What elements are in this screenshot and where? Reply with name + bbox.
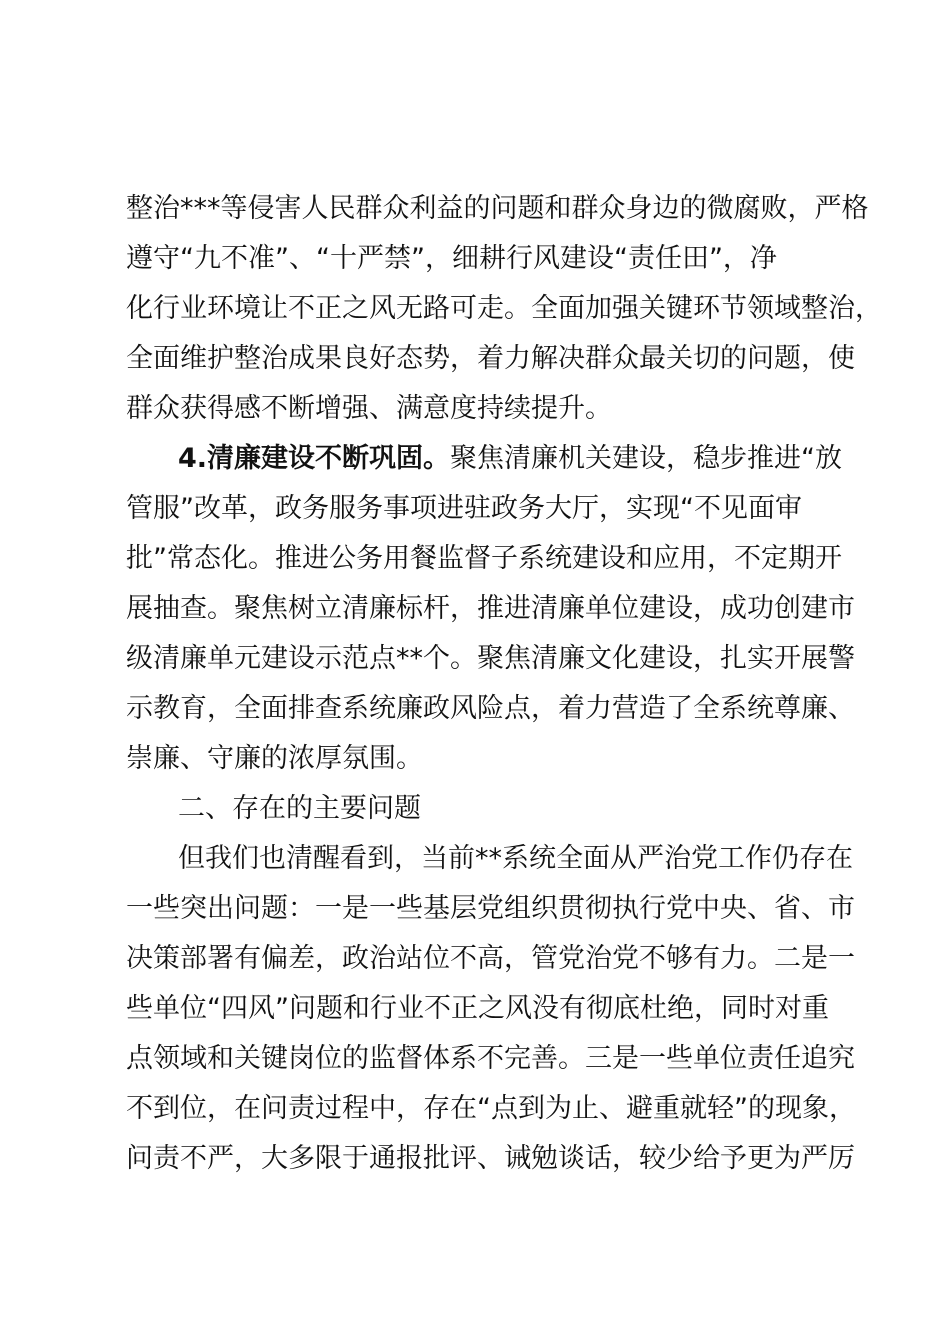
paragraph-3-line-5: 点领域和关键岗位的监督体系不完善。三是一些单位责任追究: [126, 1043, 855, 1074]
paragraph-3-line-4: 些单位“四风”问题和行业不正之风没有彻底杜绝，同时对重: [126, 993, 829, 1024]
paragraph-2-line-6: 示教育，全面排查系统廉政风险点，着力营造了全系统尊廉、: [126, 693, 855, 724]
paragraph-2-first-line: [178, 442, 842, 476]
paragraph-1-line-3: 化行业环境让不正之风无路可走。全面加强关键环节领域整治，: [126, 293, 882, 324]
paragraph-3-line-7: 问责不严，大多限于通报批评、诫勉谈话，较少给予更为严厉: [126, 1143, 855, 1174]
paragraph-2-line-3: 批”常态化。推进公务用餐监督子系统建设和应用，不定期开: [126, 543, 842, 574]
paragraph-3-line-2: 一些突出问题：一是一些基层党组织贯彻执行党中央、省、市: [126, 893, 855, 924]
paragraph-1-line-4: 全面维护整治成果良好态势，着力解决群众最关切的问题，使: [126, 343, 855, 374]
paragraph-3-line-3: 决策部署有偏差，政治站位不高，管党治党不够有力。二是一: [126, 943, 855, 974]
paragraph-1-line-1: 整治***等侵害人民群众利益的问题和群众身边的微腐败，严格: [126, 193, 869, 224]
paragraph-2-line-2: 管服”改革，政务服务事项进驻政务大厅，实现“不见面审: [126, 493, 802, 524]
paragraph-2-first-line-rest: 聚焦清廉机关建设，稳步推进“放: [450, 443, 843, 474]
paragraph-2-line-4: 展抽查。聚焦树立清廉标杆，推进清廉单位建设，成功创建市: [126, 593, 855, 624]
section-heading: 二、存在的主要问题: [178, 793, 421, 824]
paragraph-3-line-1: 但我们也清醒看到，当前**系统全面从严治党工作仍存在: [178, 843, 853, 874]
paragraph-2-line-5: 级清廉单元建设示范点**个。聚焦清廉文化建设，扎实开展警: [126, 643, 855, 674]
paragraph-2-line-7: 崇廉、守廉的浓厚氛围。: [126, 743, 423, 774]
paragraph-1-line-2: 遵守“九不准”、“十严禁”，细耕行风建设“责任田”，净: [126, 243, 777, 274]
paragraph-3-line-6: 不到位，在问责过程中，存在“点到为止、避重就轻”的现象，: [126, 1093, 856, 1124]
paragraph-2-heading: 4.清廉建设不断巩固。: [178, 443, 451, 474]
paragraph-1-line-5: 群众获得感不断增强、满意度持续提升。: [126, 393, 612, 424]
